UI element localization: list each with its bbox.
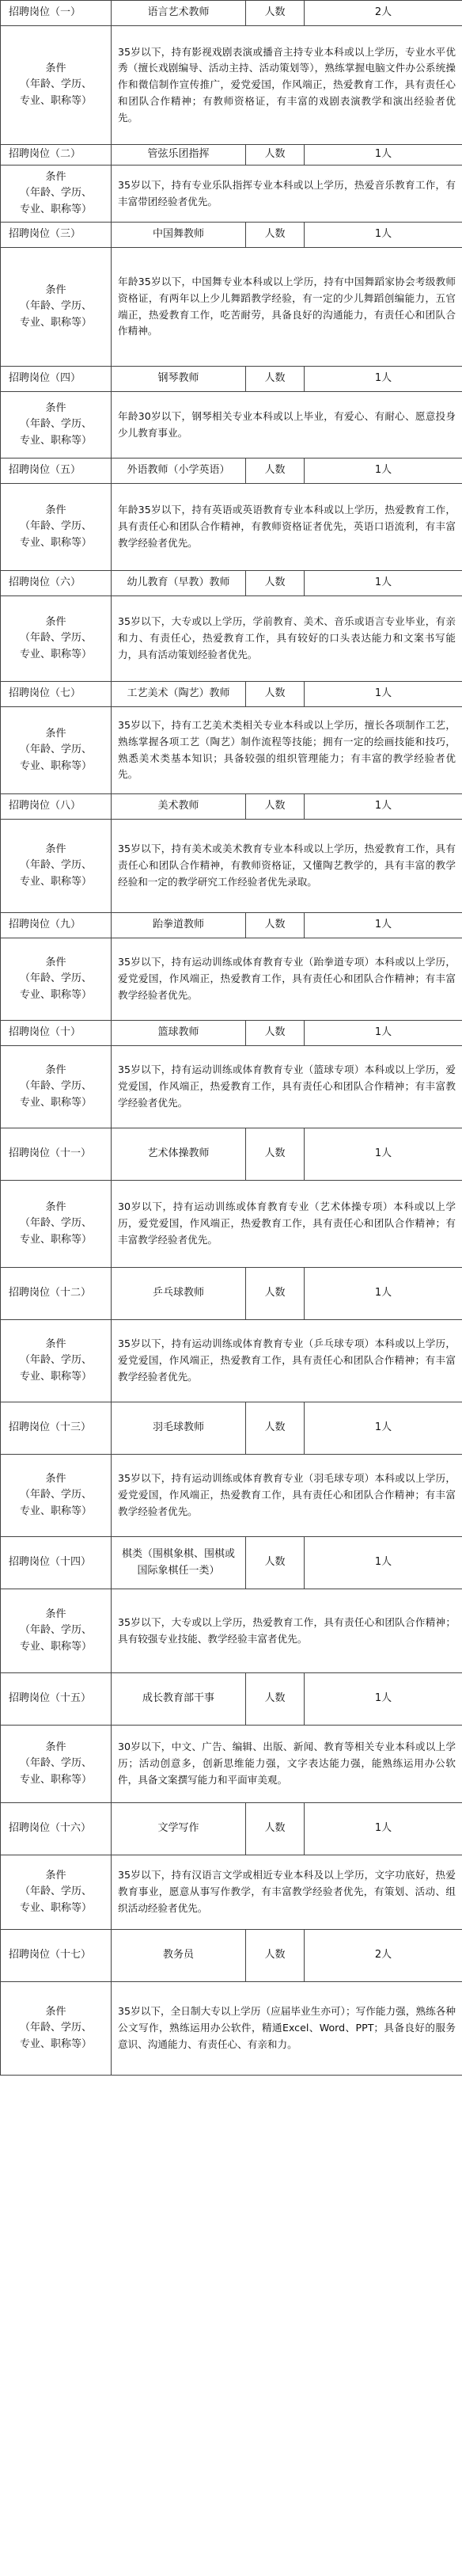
count-label: 人数 [246, 1268, 305, 1320]
count-value: 1人 [305, 1268, 462, 1320]
condition-description: 35岁以下，大专或以上学历，学前教育、美术、音乐或语言专业毕业，有亲和力、有责任心，热爱教育工作，具有较好的口头表达能力和文案书写能力，具有活动策划经验者优先。 [112, 596, 462, 682]
position-header-row [1, 1930, 462, 1982]
position-label: 招聘岗位（十三） [1, 1402, 112, 1455]
condition-description: 35岁以下，持有汉语言文学或相近专业本科及以上学历，文字功底好，热爱教育事业，愿意从事写作教学，有丰富教学经验者优先，有策划、活动、组织活动经验者优先。 [112, 1855, 462, 1930]
count-value: 2人 [305, 1, 462, 26]
position-label: 招聘岗位（十二） [1, 1268, 112, 1320]
position-title: 文学写作 [112, 1803, 246, 1855]
count-label: 人数 [246, 223, 305, 248]
count-label: 人数 [246, 1021, 305, 1046]
position-title: 外语教师（小学英语） [112, 459, 246, 484]
count-label: 人数 [246, 1537, 305, 1589]
count-value: 1人 [305, 1803, 462, 1855]
condition-label: 条件 （年龄、学历、 专业、职称等） [1, 1589, 112, 1673]
count-label: 人数 [246, 145, 305, 166]
position-label: 招聘岗位（十） [1, 1021, 112, 1046]
count-label: 人数 [246, 682, 305, 707]
position-condition-row [1, 1855, 462, 1930]
condition-label: 条件 （年龄、学历、 专业、职称等） [1, 1455, 112, 1537]
position-title: 幼儿教育（早教）教师 [112, 571, 246, 596]
condition-label: 条件 （年龄、学历、 专业、职称等） [1, 26, 112, 145]
position-condition-row [1, 26, 462, 145]
condition-label: 条件 （年龄、学历、 专业、职称等） [1, 1726, 112, 1803]
condition-label: 条件 （年龄、学历、 专业、职称等） [1, 248, 112, 367]
condition-description: 35岁以下，大专或以上学历，热爱教育工作，具有责任心和团队合作精神；具有较强专业技能、教学经验丰富者优先。 [112, 1589, 462, 1673]
count-value: 1人 [305, 145, 462, 166]
position-header-row [1, 367, 462, 392]
position-header-row [1, 1673, 462, 1726]
position-condition-row [1, 820, 462, 913]
condition-label: 条件 （年龄、学历、 专业、职称等） [1, 1982, 112, 2076]
count-value: 1人 [305, 1402, 462, 1455]
position-title: 成长教育部干事 [112, 1673, 246, 1726]
position-condition-row [1, 1589, 462, 1673]
condition-description: 年龄35岁以下，中国舞专业本科或以上学历，持有中国舞蹈家协会考级教师资格证，有两年以上少儿舞蹈教学经验，有一定的少儿舞蹈创编能力，五官端正，热爱教育工作，吃苦耐劳，具备良好的沟通能力，有责任心和团队合作精神。 [112, 248, 462, 367]
position-header-row [1, 223, 462, 248]
count-value: 1人 [305, 459, 462, 484]
count-label: 人数 [246, 459, 305, 484]
position-condition-row [1, 248, 462, 367]
count-label: 人数 [246, 1128, 305, 1181]
count-label: 人数 [246, 1930, 305, 1982]
count-value: 1人 [305, 1128, 462, 1181]
position-title: 教务员 [112, 1930, 246, 1982]
position-header-row [1, 145, 462, 166]
position-header-row [1, 1268, 462, 1320]
position-title: 艺术体操教师 [112, 1128, 246, 1181]
position-header-row [1, 1402, 462, 1455]
condition-label: 条件 （年龄、学历、 专业、职称等） [1, 1320, 112, 1402]
position-header-row [1, 682, 462, 707]
count-value: 1人 [305, 1021, 462, 1046]
condition-description: 35岁以下，持有运动训练或体育教育专业（篮球专项）本科或以上学历，爱党爱国，作风端正，热爱教育工作，具有责任心和团队合作精神；有丰富教学经验者优先。 [112, 1046, 462, 1128]
position-condition-row [1, 1046, 462, 1128]
condition-label: 条件 （年龄、学历、 专业、职称等） [1, 938, 112, 1021]
position-title: 美术教师 [112, 794, 246, 820]
position-title: 篮球教师 [112, 1021, 246, 1046]
position-title: 羽毛球教师 [112, 1402, 246, 1455]
position-header-row [1, 459, 462, 484]
position-title: 工艺美术（陶艺）教师 [112, 682, 246, 707]
condition-label: 条件 （年龄、学历、 专业、职称等） [1, 484, 112, 571]
position-label: 招聘岗位（九） [1, 913, 112, 938]
condition-description: 30岁以下，持有运动训练或体育教育专业（艺术体操专项）本科或以上学历，爱党爱国，作风端正，热爱教育工作，具有责任心和团队合作精神；有丰富教学经验者优先。 [112, 1181, 462, 1268]
position-header-row [1, 1537, 462, 1589]
condition-description: 30岁以下，中文、广告、编辑、出版、新闻、教育等相关专业本科或以上学历；活动创意多，创新思维能力强，文字表达能力强，能熟练运用办公软件，具备文案撰写能力和平面审美观。 [112, 1726, 462, 1803]
position-label: 招聘岗位（十七） [1, 1930, 112, 1982]
condition-label: 条件 （年龄、学历、 专业、职称等） [1, 166, 112, 223]
condition-description: 35岁以下，全日制大专以上学历（应届毕业生亦可）；写作能力强，熟练各种公文写作，熟练运用办公软件，精通Excel、Word、PPT；具备良好的服务意识、沟通能力、有责任心、有亲和力。 [112, 1982, 462, 2076]
position-header-row [1, 913, 462, 938]
position-title: 管弦乐团指挥 [112, 145, 246, 166]
position-label: 招聘岗位（十一） [1, 1128, 112, 1181]
condition-description: 年龄35岁以下，持有英语或英语教育专业本科或以上学历，热爱教育工作，具有责任心和团队合作精神，有教师资格证者优先，英语口语流利，有丰富教学经验者优先。 [112, 484, 462, 571]
position-label: 招聘岗位（四） [1, 367, 112, 392]
position-title: 语言艺术教师 [112, 1, 246, 26]
condition-label: 条件 （年龄、学历、 专业、职称等） [1, 707, 112, 794]
count-value: 1人 [305, 223, 462, 248]
position-label: 招聘岗位（五） [1, 459, 112, 484]
condition-label: 条件 （年龄、学历、 专业、职称等） [1, 392, 112, 459]
position-header-row [1, 1, 462, 26]
condition-description: 35岁以下，持有专业乐队指挥专业本科或以上学历，热爱音乐教育工作，有丰富带团经验者优先。 [112, 166, 462, 223]
position-label: 招聘岗位（十六） [1, 1803, 112, 1855]
count-label: 人数 [246, 1402, 305, 1455]
count-value: 1人 [305, 1673, 462, 1726]
position-label: 招聘岗位（十五） [1, 1673, 112, 1726]
position-condition-row [1, 1726, 462, 1803]
condition-description: 35岁以下，持有运动训练或体育教育专业（跆拳道专项）本科或以上学历，爱党爱国，作风端正，热爱教育工作，具有责任心和团队合作精神；有丰富教学经验者优先。 [112, 938, 462, 1021]
position-title: 钢琴教师 [112, 367, 246, 392]
condition-description: 35岁以下，持有美术或美术教育专业本科或以上学历，热爱教育工作，具有责任心和团队合作精神，有教师资格证，又懂陶艺教学的，具有丰富的教学经验和一定的教学研究工作经验者优先录取。 [112, 820, 462, 913]
count-value: 1人 [305, 794, 462, 820]
count-value: 1人 [305, 913, 462, 938]
position-title: 棋类（围棋象棋、围棋或国际象棋任一类） [112, 1537, 246, 1589]
position-label: 招聘岗位（六） [1, 571, 112, 596]
condition-label: 条件 （年龄、学历、 专业、职称等） [1, 1181, 112, 1268]
position-condition-row [1, 1320, 462, 1402]
position-title: 跆拳道教师 [112, 913, 246, 938]
condition-description: 35岁以下，持有工艺美术类相关专业本科或以上学历，擅长各项制作工艺，熟练掌握各项工艺（陶艺）制作流程等技能；拥有一定的绘画技能和技巧，熟悉美术类基本知识；具备较强的组织管理能力；有丰富的教学经验者优先。 [112, 707, 462, 794]
position-condition-row [1, 1181, 462, 1268]
count-label: 人数 [246, 1, 305, 26]
position-label: 招聘岗位（八） [1, 794, 112, 820]
position-condition-row [1, 1455, 462, 1537]
table-body [1, 1, 462, 2076]
position-title: 中国舞教师 [112, 223, 246, 248]
condition-label: 条件 （年龄、学历、 专业、职称等） [1, 820, 112, 913]
position-title: 乒乓球教师 [112, 1268, 246, 1320]
position-condition-row [1, 1982, 462, 2076]
position-header-row [1, 1803, 462, 1855]
condition-label: 条件 （年龄、学历、 专业、职称等） [1, 1855, 112, 1930]
position-label: 招聘岗位（三） [1, 223, 112, 248]
position-condition-row [1, 166, 462, 223]
position-label: 招聘岗位（十四） [1, 1537, 112, 1589]
count-value: 1人 [305, 571, 462, 596]
position-condition-row [1, 484, 462, 571]
count-label: 人数 [246, 1803, 305, 1855]
condition-description: 35岁以下，持有运动训练或体育教育专业（羽毛球专项）本科或以上学历，爱党爱国，作风端正，热爱教育工作，具有责任心和团队合作精神；有丰富教学经验者优先。 [112, 1455, 462, 1537]
position-condition-row [1, 938, 462, 1021]
count-value: 1人 [305, 1537, 462, 1589]
position-label: 招聘岗位（二） [1, 145, 112, 166]
position-condition-row [1, 392, 462, 459]
count-value: 1人 [305, 682, 462, 707]
count-label: 人数 [246, 913, 305, 938]
count-label: 人数 [246, 794, 305, 820]
count-label: 人数 [246, 571, 305, 596]
condition-description: 年龄30岁以下，钢琴相关专业本科或以上毕业，有爱心、有耐心、愿意投身少儿教育事业。 [112, 392, 462, 459]
position-label: 招聘岗位（一） [1, 1, 112, 26]
position-condition-row [1, 707, 462, 794]
count-label: 人数 [246, 1673, 305, 1726]
condition-description: 35岁以下，持有影视戏剧表演或播音主持专业本科或以上学历，专业水平优秀（擅长戏剧编导、活动主持、活动策划等），熟练掌握电脑文件办公系统操作和微信制作宣传推广，爱党爱国，作风端正，热爱教育工作，具有责任心和团队合作精神；有教师资格证，有丰富的戏剧表演教学和演出经验者优先。 [112, 26, 462, 145]
condition-label: 条件 （年龄、学历、 专业、职称等） [1, 1046, 112, 1128]
count-label: 人数 [246, 367, 305, 392]
position-header-row [1, 794, 462, 820]
count-value: 2人 [305, 1930, 462, 1982]
condition-description: 35岁以下，持有运动训练或体育教育专业（乒乓球专项）本科或以上学历，爱党爱国，作风端正，热爱教育工作，具有责任心和团队合作精神；有丰富教学经验者优先。 [112, 1320, 462, 1402]
position-condition-row [1, 596, 462, 682]
position-header-row [1, 1021, 462, 1046]
position-header-row [1, 1128, 462, 1181]
condition-label: 条件 （年龄、学历、 专业、职称等） [1, 596, 112, 682]
position-label: 招聘岗位（七） [1, 682, 112, 707]
position-header-row [1, 571, 462, 596]
count-value: 1人 [305, 367, 462, 392]
